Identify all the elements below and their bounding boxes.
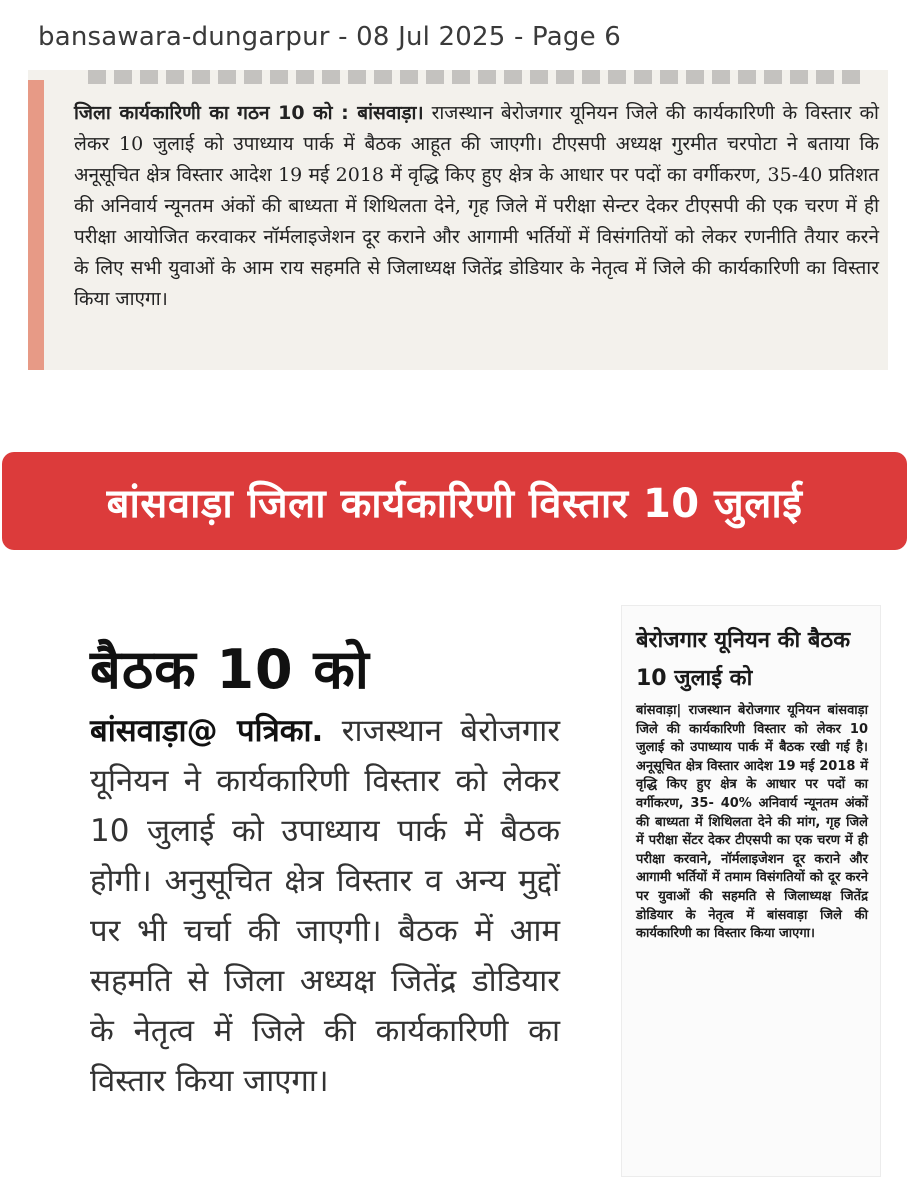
top-clipping-lead: जिला कार्यकारिणी का गठन 10 को : बांसवाड़ा। <box>74 102 424 124</box>
patrika-clipping <box>60 610 580 1180</box>
patrika-body <box>90 706 560 1106</box>
top-clipping-text <box>74 98 879 315</box>
banner-text: बांसवाड़ा जिला कार्यकारिणी विस्तार 10 जुलाई <box>106 480 803 527</box>
bhaskar-body: बांसवाड़ा| राजस्थान बेरोजगार यूनियन बांसवाड़ा जिले की कार्यकारिणी विस्तार को लेकर 10 जुलाई को उपाध्याय पार्क में बैठक रखी गई है। अनूसूचित क्षेत्र विस्तार आदेश 19 मई 2018 में वृद्धि किए हुए क्षेत्र के आधार पर पदों का वर्गीकरण, 35- 40% अनिवार्य न्यूनतम अंकों की बाध्यता में शिथिलता देने की मांग, गृह जिले में परीक्षा सेंटर देकर टीएसपी का एक चरण में ही परीक्षा करवाने, नॉर्मलाइजेशन दूर कराने और आगामी भर्तियों में तमाम विसंगतियों को दूर करने पर युवाओं की सहमति से जिलाध्यक्ष जितेंद्र डोडियार के नेतृत्व में बांसवाड़ा जिले की कार्यकारिणी का विस्तार किया जाएगा। <box>636 703 868 942</box>
clipping-cut-edge <box>88 70 868 84</box>
headline-banner <box>2 452 907 550</box>
bhaskar-clipping <box>622 606 880 1176</box>
patrika-dateline: बांसवाड़ा@ पत्रिका. <box>90 713 324 749</box>
patrika-headline: बैठक 10 को <box>90 638 370 701</box>
patrika-text: राजस्थान बेरोजगार यूनियन ने कार्यकारिणी विस्तार को लेकर 10 जुलाई को उपाध्याय पार्क में बैठक होगी। अनुसूचित क्षेत्र विस्तार व अन्य मुद्दों पर भी चर्चा की जाएगी। बैठक में आम सहमति से जिला अध्यक्ष जितेंद्र डोडियार के नेतृत्व में जिले की कार्यकारिणी का विस्तार किया जाएगा। <box>90 713 560 1099</box>
top-clipping-body: राजस्थान बेरोजगार यूनियन जिले की कार्यकारिणी के विस्तार को लेकर 10 जुलाई को उपाध्याय पार्क में बैठक आहूत की जाएगी। टीएसपी अध्यक्ष गुरमीत चरपोटा ने बताया कि अनूसूचित क्षेत्र विस्तार आदेश 19 मई 2018 में वृद्धि किए हुए क्षेत्र के आधार पर पदों का वर्गीकरण, 35-40 प्रतिशत की अनिवार्य न्यूनतम अंकों की बाध्यता में शिथिलता देने, गृह जिले में परीक्षा सेन्टर देकर टीएसपी की एक चरण में ही परीक्षा आयोजित करवाकर नॉर्मलाइजेशन दूर कराने और आगामी भर्तियों में विसंगतियों को लेकर रणनीति तैयार करने के लिए सभी युवाओं के आम राय सहमति से जिलाध्यक्ष जितेंद्र डोडियार के नेतृत्व में जिले की कार्यकारिणी का विस्तार किया जाएगा। <box>74 102 879 310</box>
page-title: bansawara-dungarpur - 08 Jul 2025 - Page 6 <box>38 22 621 52</box>
bhaskar-headline: बेरोजगार यूनियन की बैठक 10 जुलाई को <box>636 628 851 691</box>
accent-bar <box>28 80 44 370</box>
top-news-clipping <box>28 70 888 370</box>
